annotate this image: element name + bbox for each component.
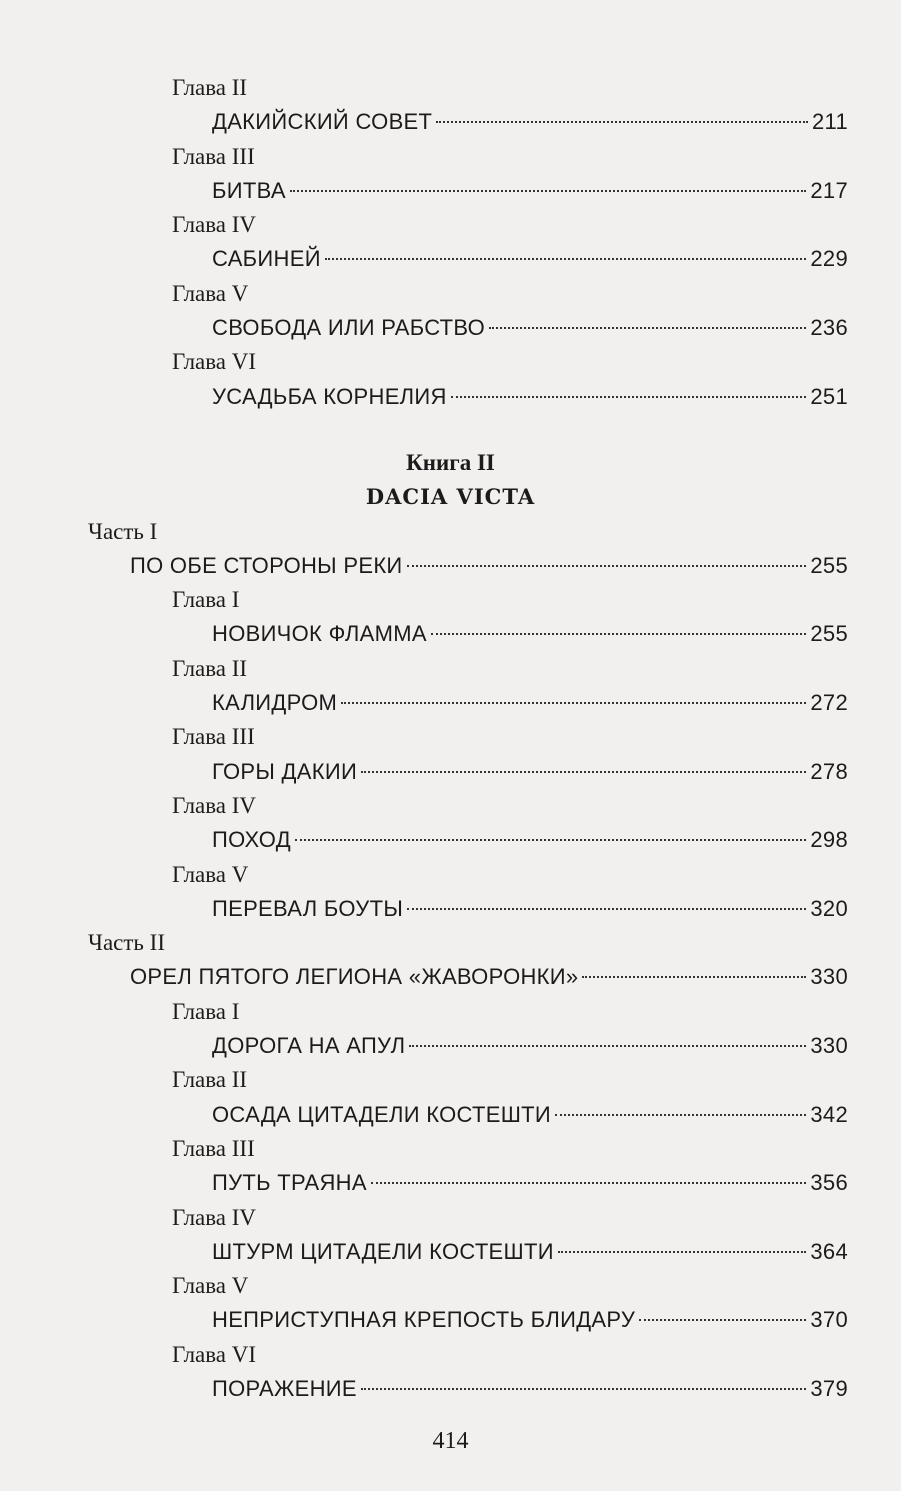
toc-entry-row [212,755,848,789]
toc-entry-row [212,105,848,139]
entry-title: ОРЕЛ ПЯТОГО ЛЕГИОНА «ЖАВОРОНКИ» [130,964,579,990]
label-text: Глава VI [172,349,257,375]
book-heading: Книга II [406,449,495,475]
toc-section-label [0,1338,901,1372]
toc-section-label [0,652,901,686]
entry-page-number: 217 [810,177,848,203]
toc-section-label [0,515,901,549]
entry-title: НОВИЧОК ФЛАММА [212,621,427,647]
toc-section-label [0,583,901,617]
label-text: Часть I [88,518,158,544]
entry-title: НЕПРИСТУПНАЯ КРЕПОСТЬ БЛИДАРУ [212,1307,636,1333]
toc-entry [0,1372,901,1406]
toc-entry-row [212,1166,848,1200]
dot-leader [555,1114,806,1116]
entry-title: ОСАДА ЦИТАДЕЛИ КОСТЕШТИ [212,1101,552,1127]
toc-section-label [0,140,901,174]
label-text: Глава III [172,1135,255,1161]
label-text: Глава V [172,1273,249,1299]
toc-entry [0,1166,901,1200]
dot-leader [341,702,806,704]
toc-entry [0,174,901,208]
entry-page-number: 211 [812,109,848,135]
entry-title: САБИНЕЙ [212,246,321,272]
entry-title: ДАКИЙСКИЙ СОВЕТ [212,109,433,135]
toc-entry-row [212,380,848,414]
entry-title: УСАДЬБА КОРНЕЛИЯ [212,383,447,409]
toc-entry-row [212,823,848,857]
toc-entry [0,105,901,139]
toc-section-label [0,720,901,754]
dot-leader [361,1388,807,1390]
dot-leader [451,396,807,398]
entry-page-number: 255 [810,621,848,647]
toc-entry-row [212,686,848,720]
toc-entry [0,549,901,583]
toc-section-label [0,858,901,892]
toc-entry-row [212,174,848,208]
toc-entry [0,823,901,857]
toc-section-label [0,277,901,311]
toc-entry-row [212,892,848,926]
entry-title: БИТВА [212,177,286,203]
label-text: Глава II [172,655,248,681]
label-text: Глава III [172,143,255,169]
toc-entry-row [130,960,848,994]
dot-leader [582,976,806,978]
dot-leader [295,839,806,841]
entry-page-number: 330 [810,964,848,990]
toc-entry-row [212,242,848,276]
entry-page-number: 364 [810,1238,848,1264]
toc-entry [0,1029,901,1063]
entry-title: КАЛИДРОМ [212,690,338,716]
toc-section-label [0,1132,901,1166]
entry-page-number: 356 [810,1170,848,1196]
toc-entry [0,617,901,651]
toc-entry-row [212,1029,848,1063]
entry-title: ШТУРМ ЦИТАДЕЛИ КОСТЕШТИ [212,1238,554,1264]
toc-section-label [0,208,901,242]
toc-entry [0,311,901,345]
toc-entry [0,960,901,994]
dot-leader [407,908,806,910]
label-text: Глава IV [172,212,257,238]
toc-entry [0,1235,901,1269]
dot-leader [290,190,807,192]
label-text: Глава III [172,724,255,750]
toc-entry [0,892,901,926]
book-title: DACIA VICTA [365,484,536,510]
entry-page-number: 379 [810,1375,848,1401]
dot-leader [361,771,806,773]
dot-leader [558,1251,807,1253]
toc-section-label [0,1201,901,1235]
toc-entry [0,380,901,414]
entry-page-number: 278 [810,758,848,784]
toc-entry-row [130,549,848,583]
entry-title: ГОРЫ ДАКИИ [212,758,358,784]
dot-leader [436,121,808,123]
toc-section-label [0,926,901,960]
toc-section-label [0,71,901,105]
label-text: Глава V [172,280,249,306]
dot-leader [639,1319,806,1321]
toc-entry-row [212,1303,848,1337]
toc-entry-row [212,1098,848,1132]
label-text: Глава II [172,1067,248,1093]
toc-entry-row [212,1372,848,1406]
toc-section-label [0,995,901,1029]
toc-entry-row [212,311,848,345]
entry-title: ПУТЬ ТРАЯНА [212,1170,367,1196]
entry-title: ПОХОД [212,827,291,853]
entry-page-number: 330 [810,1033,848,1059]
dot-leader [407,565,807,567]
label-text: Глава I [172,998,240,1024]
label-text: Глава VI [172,1341,257,1367]
table-of-contents [0,71,901,1406]
toc-entry [0,242,901,276]
toc-entry-row [212,617,848,651]
dot-leader [325,258,807,260]
dot-leader [431,633,807,635]
entry-page-number: 342 [810,1101,848,1127]
entry-page-number: 229 [810,246,848,272]
toc-entry [0,1303,901,1337]
label-text: Глава IV [172,1204,257,1230]
dot-leader [371,1182,807,1184]
toc-entry [0,1098,901,1132]
toc-section-label [0,1269,901,1303]
label-text: Глава II [172,75,248,100]
entry-page-number: 272 [810,690,848,716]
toc-entry [0,686,901,720]
page-number: 414 [432,1428,469,1454]
toc-entry-row [212,1235,848,1269]
toc-section-label [0,1063,901,1097]
entry-page-number: 370 [810,1307,848,1333]
entry-title: ДОРОГА НА АПУЛ [212,1033,406,1059]
entry-page-number: 255 [810,552,848,578]
entry-page-number: 251 [810,383,848,409]
label-text: Часть II [88,930,165,956]
dot-leader [409,1045,806,1047]
entry-page-number: 236 [810,315,848,341]
label-text: Глава IV [172,792,257,818]
dot-leader [489,327,806,329]
toc-section-label [0,345,901,379]
entry-page-number: 320 [810,895,848,921]
toc-section-label [0,789,901,823]
toc-entry [0,755,901,789]
label-text: Глава I [172,587,240,613]
label-text: Глава V [172,861,249,887]
entry-page-number: 298 [810,827,848,853]
entry-title: ПЕРЕВАЛ БОУТЫ [212,895,404,921]
entry-title: ПОРАЖЕНИЕ [212,1375,357,1401]
entry-title: СВОБОДА ИЛИ РАБСТВО [212,315,486,341]
entry-title: ПО ОБЕ СТОРОНЫ РЕКИ [130,552,403,578]
